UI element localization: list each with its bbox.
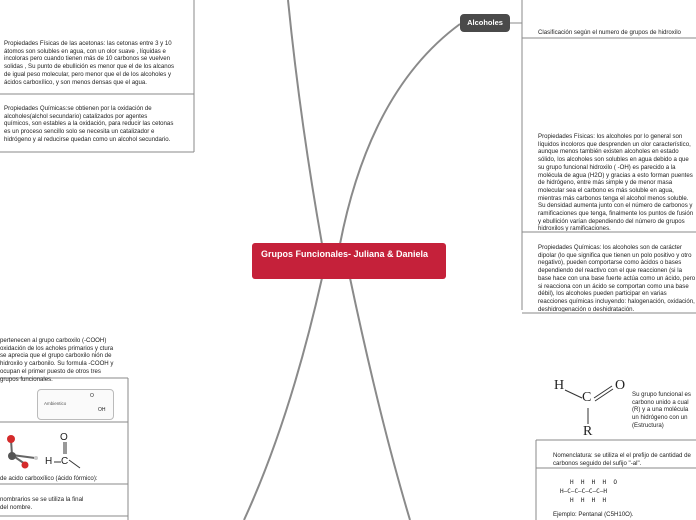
structure-caption: Ambientico [44, 401, 67, 406]
formic-h-label: H [45, 456, 53, 467]
carboxilicos-ejemplo[interactable]: de acido carboxílico (ácido fórmico): [0, 475, 98, 482]
structure-oh: OH [98, 407, 106, 413]
branch-bottom-left [244, 278, 322, 520]
aldehyde-r: R [583, 424, 593, 439]
aldehyde-structure [552, 376, 632, 440]
alcoholes-node[interactable] [460, 14, 510, 32]
aldehidos-nomenclatura[interactable]: Nomenclatura: se utiliza el el prefijo de cantidad de carbonos seguido del sufijo "-al". [553, 452, 691, 467]
central-topic[interactable] [252, 243, 446, 279]
carboxilicos-nomenclatura[interactable]: nombrarios se se utiliza la final del nombre. [0, 496, 84, 511]
carboxilicos-intro[interactable]: pertenecen al grupo carboxilo (-COOH) oxidación de los acholes primarios y ctura se aprecia que el grupo carboxilo nión de hidroxilo y carbonilo. Su formula -COOH y ocupan el primer puesto de otros tres grupos funcionales. [0, 337, 114, 383]
branch-top-left [288, 0, 322, 244]
alcoholes-label: Alcoholes [467, 18, 503, 27]
cetonas-propiedades-fisicas[interactable]: Propiedades Físicas de las acetonas: las cetonas entre 3 y 10 átomos son solubles en agua, con un olor suave , líquidas e incoloras pero cuando tienen más de 10 carbonos se vuelven solidas , Su punto de ebullición es menor que el de los alcanos de igual peso molecular, pero menor que el de los alcoholes y ácidos carboxílico, y son menos densas que el agua. [4, 40, 175, 86]
branch-bottom-right [350, 278, 410, 520]
carboxilico-structure-image [37, 389, 114, 420]
branch-to-alcoholes [340, 24, 460, 244]
alcoholes-propiedades-quimicas[interactable]: Propiedades Químicas: los alcoholes son de carácter dipolar (lo que significa que tienen un polo positivo y otro negativo), pueden comportarse como ácidos o bases dependiendo del reactivo con el que reaccionen (si la base hace con una base fuerte actúa como un ácido, pero si reacciona con un ácido se comportan como una base débil), los alcoholes pueden participar en varias reacciones químicas incluyendo: halogenación, oxidación, deshidrogenación o deshidratación. [538, 244, 696, 312]
cetonas-propiedades-quimicas[interactable]: Propiedades Químicas:se obtienen por la oxidación de alcoholes(alchol secundario) catalizados por agentes químicos, son estables a la oxidación, para reducir las cetonas es un proceso sencillo solo se necesita un catalizador e hidrógeno y al reducirse quedan como un alcohol secundario. [4, 105, 174, 143]
aldehidos-ejemplo[interactable]: Ejemplo: Pentanal (C5H10O). [553, 511, 634, 518]
pentanal-structure [560, 478, 650, 505]
pentanal-top-row: H H H H O [570, 479, 617, 486]
formic-c-label: C [61, 456, 69, 467]
alcoholes-clasificacion[interactable]: Clasificación según el numero de grupos de hidroxilo [538, 29, 681, 36]
alcoholes-connector [510, 0, 522, 23]
structure-o: O [90, 393, 94, 399]
aldehyde-bonds [552, 376, 632, 440]
formic-acid-model [0, 428, 90, 474]
pentanal-mid-row: H—C—C—C—C—C—H [560, 488, 607, 495]
central-topic-title: Grupos Funcionales- Juliana & Daniela [261, 249, 429, 259]
alcoholes-propiedades-fisicas[interactable]: Propiedades Físicas: los alcoholes por lo general son líquidos incoloros que desprenden un olor característico, aunque menos también existen alcoholes en estado sólido, los alcoholes son solubles en agua debido a que su grupo funcional hidroxilo ( -OH) es parecido a la molécula de agua (H2O) y gracias a esto forman puentes de hidrógeno, entre más simple y de menor masa molecular sea el carbono es más soluble en agua, mientras más carbonos tenga el alcohol menos soluble. Su densidad aumenta junto con el número de carbonos y ramificaciones que tenga, finalmente los puntos de fusión y ebullición varían dependiendo del número de grupos hidroxilos y ramificaciones. [538, 133, 694, 231]
formic-o-label: O [60, 432, 68, 443]
aldehyde-h: H [554, 378, 565, 393]
aldehyde-c: C [582, 390, 592, 405]
pentanal-bot-row: H H H H [570, 497, 607, 504]
aldehyde-o: O [615, 378, 626, 393]
aldehidos-grupo-funcional[interactable]: Su grupo funcional es carbono unido a cual (R) y a una molécula un hidrógeno con un (Estructura) [632, 391, 691, 429]
